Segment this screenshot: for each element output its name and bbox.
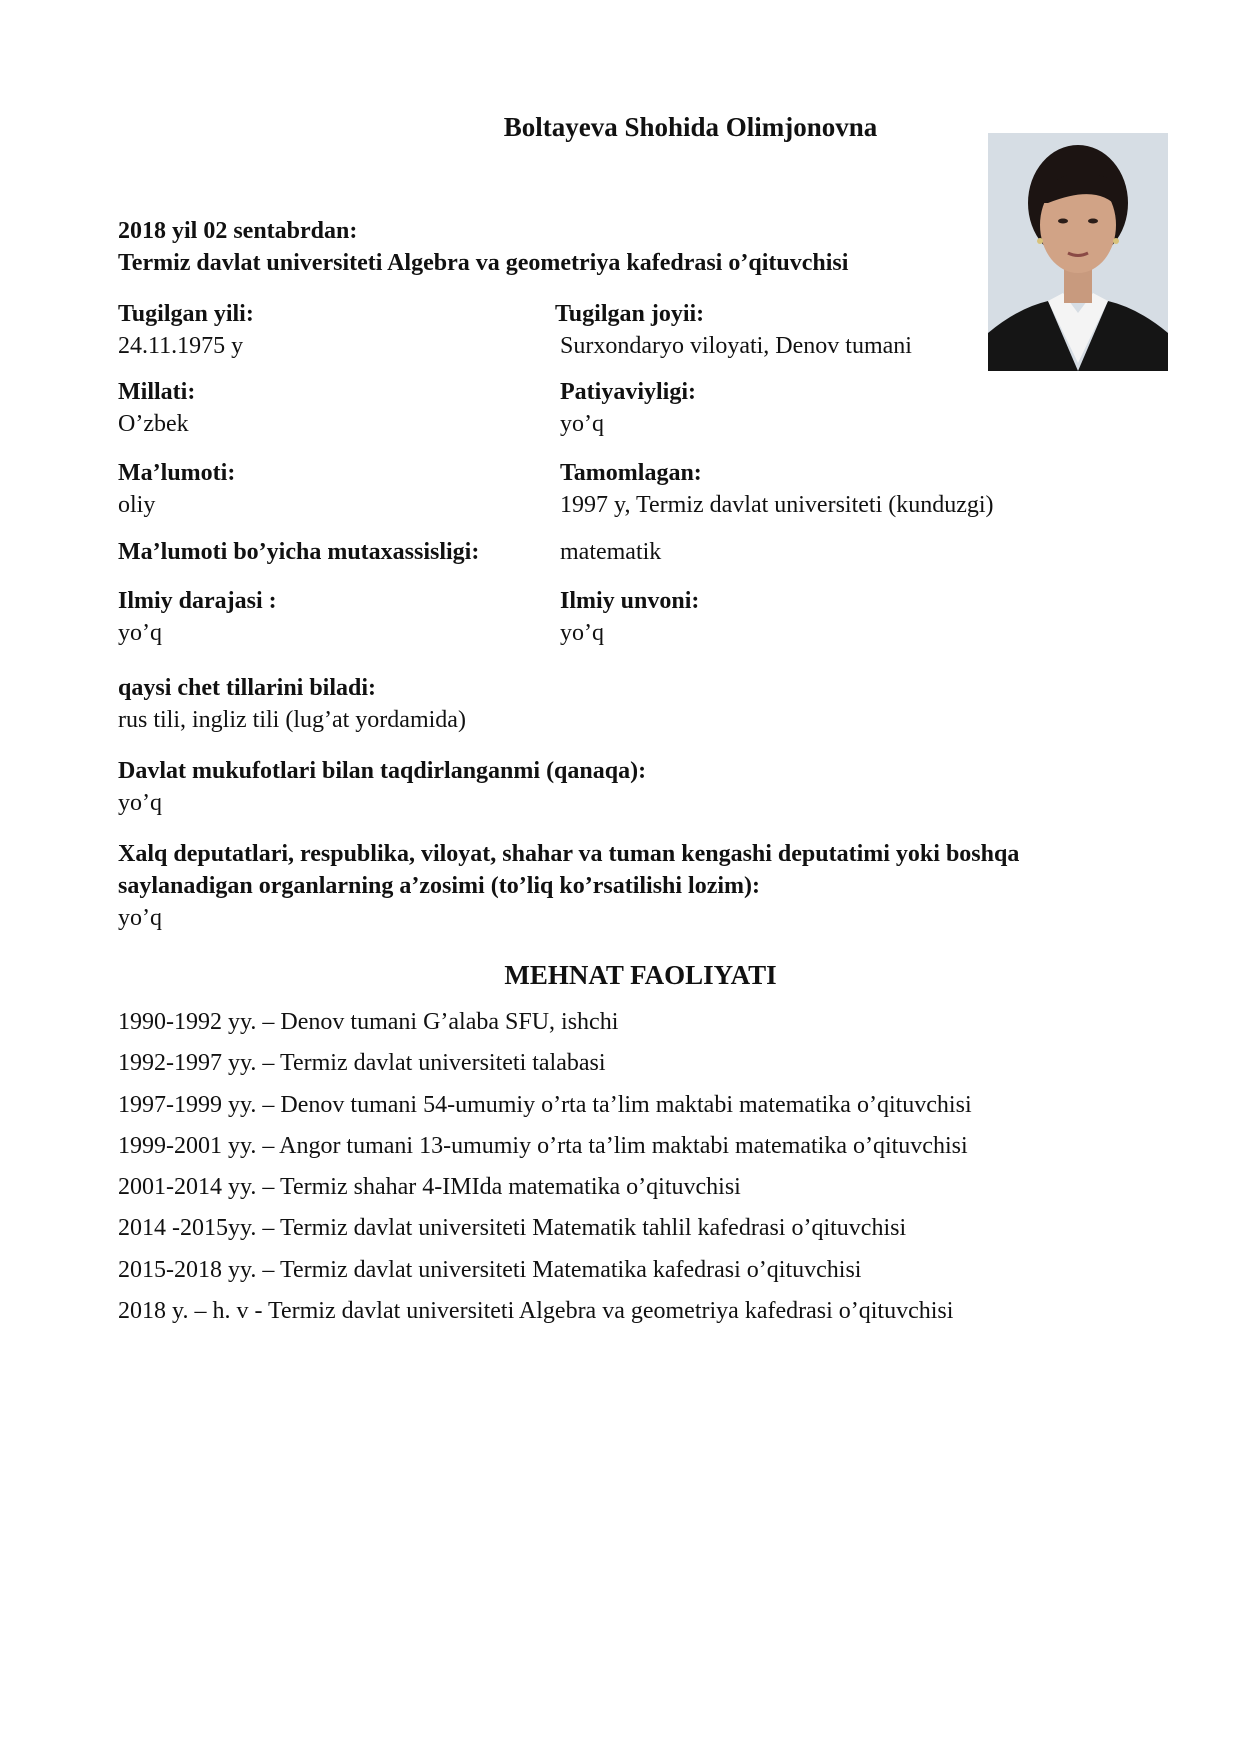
education-label: Ma’lumoti: — [118, 460, 236, 486]
graduated-value: 1997 y, Termiz davlat universiteti (kunduzgi) — [560, 492, 994, 518]
education-value: oliy — [118, 492, 156, 518]
work-entry: 1990-1992 yy. – Denov tumani G’alaba SFU, ishchi — [118, 1009, 619, 1035]
work-history-title: MEHNAT FAOLIYATI — [504, 960, 777, 990]
graduated-label: Tamomlagan: — [560, 460, 702, 486]
degree-value: yo’q — [118, 620, 162, 646]
party-value: yo’q — [560, 411, 604, 437]
degree-label: Ilmiy darajasi : — [118, 588, 277, 614]
party-label: Patiyaviyligi: — [560, 379, 696, 405]
work-entry: 2014 -2015yy. – Termiz davlat universiteti Matematik tahlil kafedrasi o’qituvchisi — [118, 1215, 907, 1241]
work-entry: 2001-2014 yy. – Termiz shahar 4-IMIda matematika o’qituvchisi — [118, 1174, 741, 1200]
awards-value: yo’q — [118, 790, 162, 816]
position-title: Termiz davlat universiteti Algebra va geometriya kafedrasi o’qituvchisi — [118, 250, 849, 276]
deputy-label-line2: saylanadigan organlarning a’zosimi (to’liq ko’rsatilishi lozim): — [118, 873, 761, 899]
languages-value: rus tili, ingliz tili (lug’at yordamida) — [118, 707, 466, 733]
rank-label: Ilmiy unvoni: — [560, 588, 700, 614]
person-name: Boltayeva Shohida Olimjonovna — [503, 112, 878, 142]
work-entry: 1997-1999 yy. – Denov tumani 54-umumiy o’rta ta’lim maktabi matematika o’qituvchisi — [118, 1092, 972, 1118]
work-entry: 1992-1997 yy. – Termiz davlat universiteti talabasi — [118, 1050, 606, 1076]
rank-value: yo’q — [560, 620, 604, 646]
languages-label: qaysi chet tillarini biladi: — [118, 675, 377, 701]
work-entry: 2015-2018 yy. – Termiz davlat universiteti Matematika kafedrasi o’qituvchisi — [118, 1257, 862, 1283]
work-entry: 1999-2001 yy. – Angor tumani 13-umumiy o’rta ta’lim maktabi matematika o’qituvchisi — [118, 1133, 968, 1159]
portrait-photo — [988, 133, 1168, 371]
deputy-value: yo’q — [118, 905, 162, 931]
nationality-label: Millati: — [118, 379, 196, 405]
specialty-label: Ma’lumoti bo’yicha mutaxassisligi: — [118, 539, 480, 565]
position-since-label: 2018 yil 02 sentabrdan: — [118, 218, 358, 244]
deputy-label-line1: Xalq deputatlari, respublika, viloyat, shahar va tuman kengashi deputatimi yoki boshqa — [118, 841, 1020, 867]
birth-year-value: 24.11.1975 y — [118, 333, 244, 359]
birth-place-value: Surxondaryo viloyati, Denov tumani — [560, 333, 912, 359]
work-entry: 2018 y. – h. v - Termiz davlat universiteti Algebra va geometriya kafedrasi o’qituvchisi — [118, 1298, 954, 1324]
birth-place-label: Tugilgan joyii: — [555, 301, 705, 327]
nationality-value: O’zbek — [118, 411, 189, 437]
awards-label: Davlat mukufotlari bilan taqdirlanganmi (qanaqa): — [118, 758, 647, 784]
specialty-value: matematik — [560, 539, 662, 565]
portrait-illustration — [988, 133, 1168, 371]
birth-year-label: Tugilgan yili: — [118, 301, 254, 327]
